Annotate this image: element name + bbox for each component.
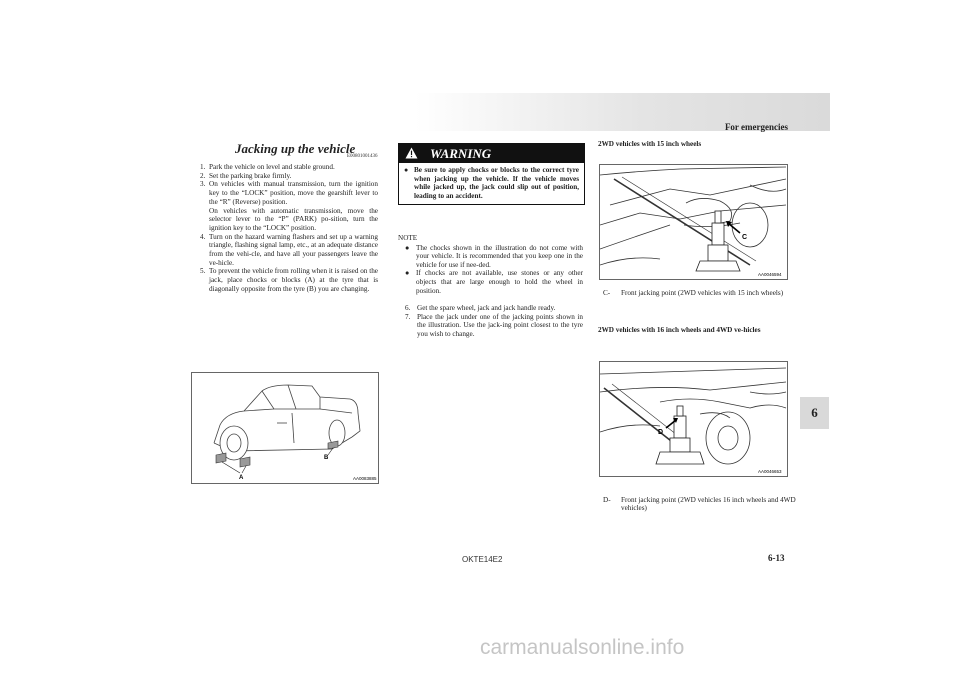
page-number: 6-13 (768, 553, 785, 563)
jacking-point-d-illustration (599, 361, 788, 477)
caption-d: D- Front jacking point (2WD vehicles 16 inch wheels and 4WD vehicles) (603, 495, 796, 513)
label-b: B (324, 455, 329, 461)
jack-drawing-c (600, 165, 787, 279)
note-label: NOTE (398, 234, 418, 242)
bullet-icon: ● (405, 243, 410, 252)
running-header: For emergencies (724, 122, 788, 132)
step-6: 6. Get the spare wheel, jack and jack handle ready. (405, 304, 556, 313)
warning-header (399, 144, 584, 163)
label-c: C (742, 234, 748, 241)
step-2: 2. Set the parking brake firmly. (200, 171, 292, 180)
step-5: 5. To prevent the vehicle from rolling when it is raised on the jack, place chocks or blocks (A) at the tyre that is diagonally opposite from the tyre (B) you are changing. (200, 267, 378, 293)
figure-code: AA0046653 (758, 469, 782, 474)
chapter-tab[interactable]: 6 (800, 397, 829, 429)
step-4: 4. Turn on the hazard warning flashers and set up a warning triangle, flashing signal lamp, etc., at an adequate distance from the vehi-cle, and have all your passengers leave the ve-hicle. (200, 232, 378, 267)
note-item: ● If chocks are not available, use stones or any other objects that are large enough to hold the wheel in position. (405, 269, 583, 295)
figure-code: AA0046594 (758, 272, 782, 277)
chock-illustration (191, 372, 379, 484)
warning-icon (405, 147, 418, 159)
label-a: A (239, 475, 244, 481)
procedure-steps (200, 163, 378, 294)
watermark: carmanualsonline.info (480, 636, 685, 659)
notes-and-steps (398, 234, 583, 339)
caption-c: C- Front jacking point (2WD vehicles with 15 inch wheels) (603, 289, 784, 297)
step-3: 3. On vehicles with manual transmission, turn the ignition key to the “LOCK” position, move the gearshift lever to the “R” (Reverse) position. On vehicles with automatic transmission, move the selector lever to the “P” (PARK) po-sition, turn the ignition key to the “LOCK” position. (200, 180, 378, 232)
heading-15-inch: 2WD vehicles with 15 inch wheels (598, 140, 702, 148)
step-1: 1. Park the vehicle on level and stable ground. (200, 163, 335, 171)
warning-title: WARNING (430, 146, 492, 161)
label-d: D (658, 429, 664, 436)
note-item: ● The chocks shown in the illustration do not come with your vehicle. It is recommended that you keep one in the vehicle for use if nee-ded. (405, 243, 583, 269)
step-7: 7. Place the jack under one of the jacking points shown in the illustration. Use the jack-ing point closest to the tyre you wish to change. (405, 312, 583, 338)
section-code: E00801001436 (347, 154, 378, 159)
figure-code: AA0083885 (353, 476, 377, 481)
footer-code: OKTE14E2 (462, 555, 503, 564)
bullet-icon: ● (405, 269, 410, 278)
section-title: Jacking up the vehicle (235, 141, 356, 156)
bullet-icon: ● (404, 166, 409, 174)
heading-16-inch: 2WD vehicles with 16 inch wheels and 4WD ve-hicles (598, 326, 761, 334)
truck-drawing (192, 373, 378, 483)
warning-box (398, 143, 585, 205)
warning-text-block (399, 163, 584, 204)
jack-drawing-d (600, 362, 787, 476)
jacking-point-c-illustration (599, 164, 788, 280)
warning-text: Be sure to apply chocks or blocks to the correct tyre when jacking up the vehicle. If the vehicle moves while jacked up, the jack could slip out of position, leading to an accident. (414, 166, 579, 200)
